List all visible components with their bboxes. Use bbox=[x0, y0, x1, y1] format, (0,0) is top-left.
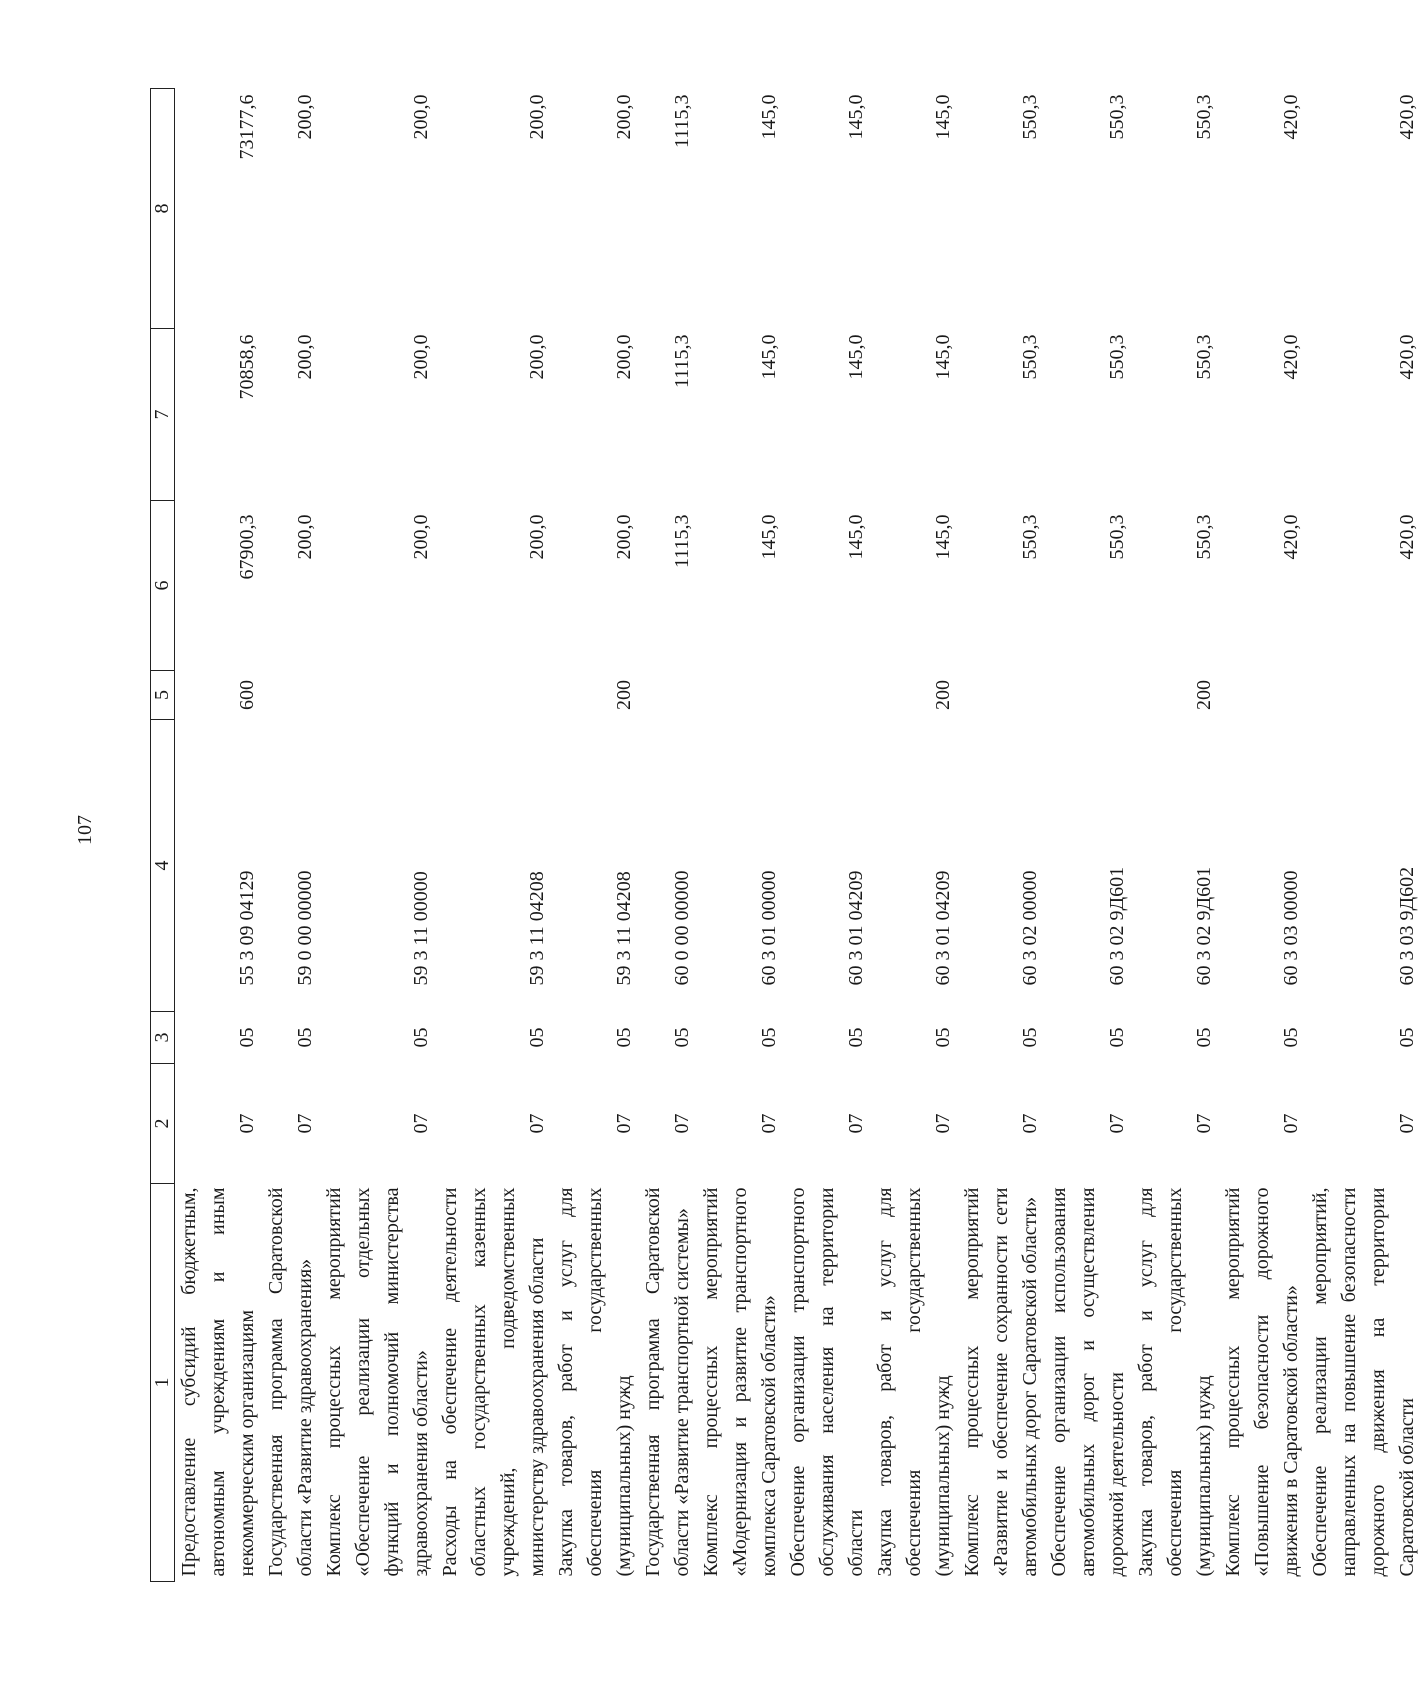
cell-expense-type bbox=[1219, 671, 1306, 720]
table-body bbox=[175, 89, 1422, 1582]
row-name: Закупка товаров, работ и услуг для обеспечения государственных (муниципальных) нужд bbox=[1135, 1187, 1215, 1577]
cell-section: 07 bbox=[613, 1113, 635, 1134]
row-name: Закупка товаров, работ и услуг для обеспечения государственных (муниципальных) нужд bbox=[874, 1187, 954, 1577]
row-name: Комплекс процессных мероприятий «Обеспечение реализации отдельных функций и полномочий министерства здравоохранения области» bbox=[323, 1187, 432, 1577]
cell-amount-year2: 145,0 bbox=[845, 334, 867, 380]
cell-amount-year2: 550,3 bbox=[1106, 334, 1128, 380]
row-name: Предоставление субсидий бюджетным, автономным учреждениям и иным некоммерческим организациям bbox=[178, 1187, 258, 1577]
cell-section: 07 bbox=[1019, 1113, 1041, 1134]
cell-section: 07 bbox=[1193, 1113, 1215, 1134]
cell-target-code: 55 3 09 04129 bbox=[236, 870, 258, 986]
column-header: 2 bbox=[151, 1064, 175, 1184]
cell-amount-year1: 145,0 bbox=[932, 514, 954, 560]
table-row bbox=[1306, 89, 1422, 1582]
cell-section: 07 bbox=[526, 1113, 548, 1134]
cell-expense-type bbox=[1306, 671, 1422, 720]
cell-amount-year3: 145,0 bbox=[758, 94, 780, 140]
header-row bbox=[151, 89, 175, 1582]
cell-target-code: 59 3 11 04208 bbox=[526, 871, 548, 986]
row-name: Обеспечение организации транспортного обслуживания населения на территории области bbox=[787, 1187, 867, 1577]
cell-section: 07 bbox=[410, 1113, 432, 1134]
cell-target-code: 60 3 01 04209 bbox=[932, 870, 954, 986]
cell-expense-type bbox=[639, 671, 697, 720]
cell-target-code: 60 3 02 9Д601 bbox=[1106, 866, 1128, 986]
table-row bbox=[262, 89, 320, 1582]
cell-amount-year3: 200,0 bbox=[294, 94, 316, 140]
cell-subsection: 05 bbox=[1396, 1027, 1418, 1048]
row-name: Государственная программа Саратовской области «Развитие транспортной системы» bbox=[642, 1187, 693, 1577]
row-name: Обеспечение организации использования автомобильных дорог и осуществления дорожной деятельности bbox=[1048, 1187, 1128, 1577]
page-number: 107 bbox=[74, 815, 96, 845]
cell-target-code: 59 3 11 04208 bbox=[613, 871, 635, 986]
cell-expense-type: 200 bbox=[1193, 680, 1215, 710]
cell-amount-year1: 145,0 bbox=[845, 514, 867, 560]
cell-expense-type bbox=[436, 671, 552, 720]
cell-amount-year3: 420,0 bbox=[1396, 94, 1418, 140]
cell-amount-year3: 200,0 bbox=[410, 94, 432, 140]
cell-expense-type: 600 bbox=[236, 680, 258, 710]
cell-target-code: 60 3 02 00000 bbox=[1019, 870, 1041, 986]
cell-target-code: 60 3 03 9Д602 bbox=[1396, 866, 1418, 986]
cell-amount-year3: 420,0 bbox=[1280, 94, 1302, 140]
cell-amount-year1: 200,0 bbox=[294, 514, 316, 560]
row-name: Обеспечение реализации мероприятий, направленных на повышение безопасности дорожного движения на территории Саратовской области bbox=[1309, 1187, 1418, 1577]
row-name: Закупка товаров, работ и услуг для обеспечения государственных (муниципальных) нужд bbox=[555, 1187, 635, 1577]
cell-amount-year2: 200,0 bbox=[294, 334, 316, 380]
table-row bbox=[1045, 89, 1132, 1582]
table-row bbox=[1219, 89, 1306, 1582]
cell-expense-type bbox=[697, 671, 784, 720]
row-name: Комплекс процессных мероприятий «Модернизация и развитие транспортного комплекса Саратовской области» bbox=[700, 1187, 780, 1577]
cell-amount-year3: 73177,6 bbox=[236, 94, 258, 160]
table-row bbox=[697, 89, 784, 1582]
cell-amount-year3: 550,3 bbox=[1019, 94, 1041, 140]
cell-target-code: 59 0 00 00000 bbox=[294, 870, 316, 986]
cell-subsection: 05 bbox=[613, 1027, 635, 1048]
cell-amount-year3: 550,3 bbox=[1193, 94, 1215, 140]
cell-amount-year1: 1115,3 bbox=[671, 514, 693, 569]
table-row bbox=[958, 89, 1045, 1582]
cell-amount-year2: 145,0 bbox=[932, 334, 954, 380]
cell-target-code: 60 0 00 00000 bbox=[671, 870, 693, 986]
column-header: 8 bbox=[151, 89, 175, 329]
cell-amount-year3: 200,0 bbox=[526, 94, 548, 140]
table-row bbox=[175, 89, 263, 1582]
cell-amount-year1: 200,0 bbox=[526, 514, 548, 560]
cell-section: 07 bbox=[932, 1113, 954, 1134]
cell-subsection: 05 bbox=[294, 1027, 316, 1048]
cell-subsection: 05 bbox=[932, 1027, 954, 1048]
cell-subsection: 05 bbox=[1019, 1027, 1041, 1048]
cell-subsection: 05 bbox=[1193, 1027, 1215, 1048]
cell-subsection: 05 bbox=[758, 1027, 780, 1048]
cell-amount-year1: 67900,3 bbox=[236, 514, 258, 580]
cell-amount-year3: 145,0 bbox=[845, 94, 867, 140]
cell-amount-year1: 200,0 bbox=[410, 514, 432, 560]
cell-amount-year2: 420,0 bbox=[1396, 334, 1418, 380]
cell-amount-year1: 550,3 bbox=[1193, 514, 1215, 560]
cell-amount-year2: 145,0 bbox=[758, 334, 780, 380]
cell-target-code: 60 3 02 9Д601 bbox=[1193, 866, 1215, 986]
row-name: Комплекс процессных мероприятий «Развитие и обеспечение сохранности сети автомобильных дорог Саратовской области» bbox=[961, 1187, 1041, 1577]
cell-subsection: 05 bbox=[410, 1027, 432, 1048]
cell-section: 07 bbox=[1280, 1113, 1302, 1134]
cell-amount-year3: 145,0 bbox=[932, 94, 954, 140]
cell-subsection: 05 bbox=[845, 1027, 867, 1048]
cell-amount-year2: 200,0 bbox=[526, 334, 548, 380]
cell-amount-year1: 145,0 bbox=[758, 514, 780, 560]
cell-subsection: 05 bbox=[1106, 1027, 1128, 1048]
cell-target-code: 60 3 03 00000 bbox=[1280, 870, 1302, 986]
cell-amount-year2: 420,0 bbox=[1280, 334, 1302, 380]
cell-target-code: 59 3 11 00000 bbox=[410, 871, 432, 986]
cell-section: 07 bbox=[1106, 1113, 1128, 1134]
row-name: Государственная программа Саратовской области «Развитие здравоохранения» bbox=[265, 1187, 316, 1577]
column-header: 3 bbox=[151, 1012, 175, 1064]
cell-expense-type bbox=[262, 671, 320, 720]
table-row bbox=[552, 89, 639, 1582]
column-header: 6 bbox=[151, 501, 175, 671]
table-row bbox=[1132, 89, 1219, 1582]
table-row bbox=[639, 89, 697, 1582]
cell-expense-type: 200 bbox=[613, 680, 635, 710]
cell-amount-year2: 550,3 bbox=[1019, 334, 1041, 380]
row-name: Расходы на обеспечение деятельности областных государственных казенных учреждений, подведомственных министерству здравоохранения области bbox=[439, 1187, 548, 1577]
cell-amount-year1: 420,0 bbox=[1396, 514, 1418, 560]
cell-section: 07 bbox=[1396, 1113, 1418, 1134]
cell-amount-year2: 200,0 bbox=[410, 334, 432, 380]
cell-amount-year2: 1115,3 bbox=[671, 334, 693, 389]
column-header: 5 bbox=[151, 671, 175, 720]
table-row bbox=[320, 89, 436, 1582]
cell-subsection: 05 bbox=[236, 1027, 258, 1048]
cell-amount-year3: 550,3 bbox=[1106, 94, 1128, 140]
table-row bbox=[871, 89, 958, 1582]
cell-subsection: 05 bbox=[1280, 1027, 1302, 1048]
cell-section: 07 bbox=[758, 1113, 780, 1134]
cell-section: 07 bbox=[845, 1113, 867, 1134]
cell-amount-year1: 420,0 bbox=[1280, 514, 1302, 560]
cell-subsection: 05 bbox=[526, 1027, 548, 1048]
cell-amount-year3: 200,0 bbox=[613, 94, 635, 140]
column-header: 7 bbox=[151, 329, 175, 501]
cell-expense-type bbox=[784, 671, 871, 720]
cell-amount-year2: 70858,6 bbox=[236, 334, 258, 400]
cell-target-code: 60 3 01 00000 bbox=[758, 870, 780, 986]
column-header: 4 bbox=[151, 720, 175, 1012]
cell-section: 07 bbox=[236, 1113, 258, 1134]
cell-amount-year3: 1115,3 bbox=[671, 94, 693, 149]
cell-amount-year2: 550,3 bbox=[1193, 334, 1215, 380]
cell-amount-year1: 200,0 bbox=[613, 514, 635, 560]
cell-amount-year1: 550,3 bbox=[1019, 514, 1041, 560]
column-header: 1 bbox=[151, 1184, 175, 1582]
cell-expense-type bbox=[958, 671, 1045, 720]
cell-expense-type bbox=[1045, 671, 1132, 720]
cell-subsection: 05 bbox=[671, 1027, 693, 1048]
cell-amount-year1: 550,3 bbox=[1106, 514, 1128, 560]
table-row bbox=[784, 89, 871, 1582]
row-name: Комплекс процессных мероприятий «Повышение безопасности дорожного движения в Саратовской области» bbox=[1222, 1187, 1302, 1577]
cell-section: 07 bbox=[294, 1113, 316, 1134]
cell-target-code: 60 3 01 04209 bbox=[845, 870, 867, 986]
cell-expense-type bbox=[320, 671, 436, 720]
budget-table bbox=[150, 88, 1422, 1582]
cell-amount-year2: 200,0 bbox=[613, 334, 635, 380]
cell-section: 07 bbox=[671, 1113, 693, 1134]
cell-expense-type: 200 bbox=[932, 680, 954, 710]
table-row bbox=[436, 89, 552, 1582]
